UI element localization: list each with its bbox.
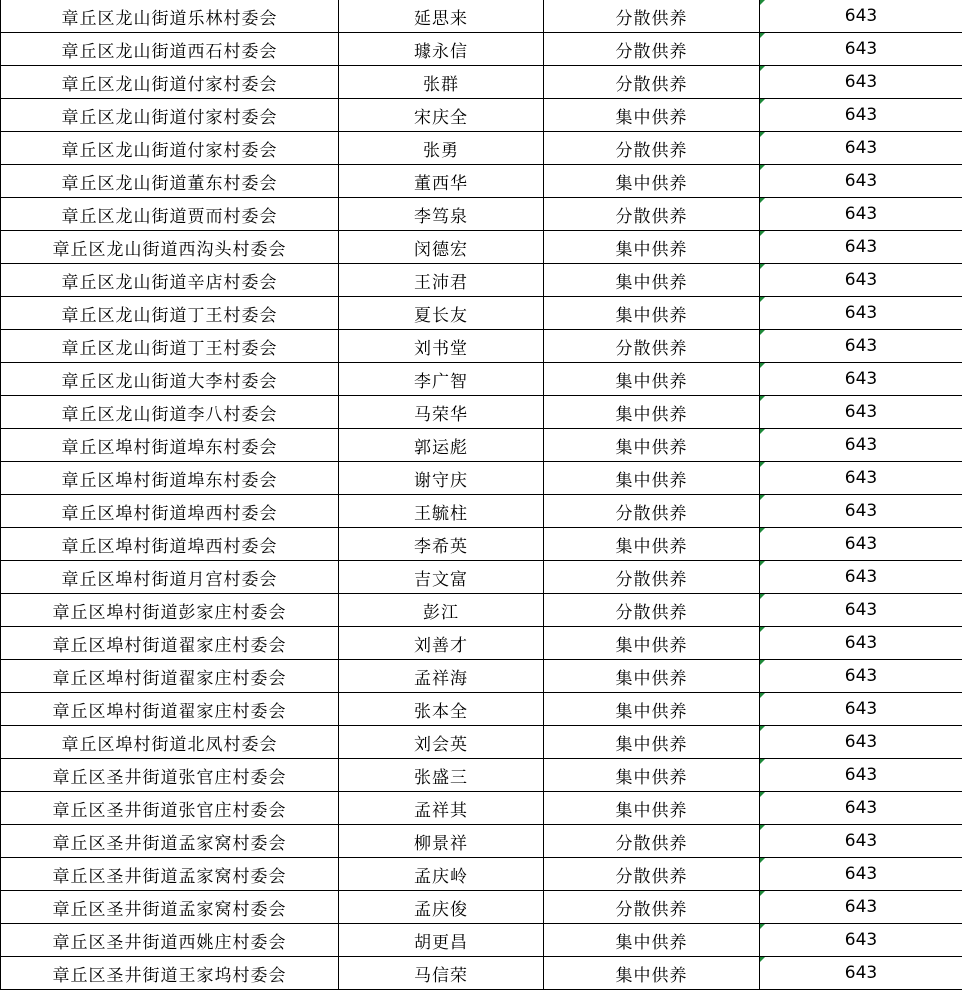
cell-support-type[interactable]: 集中供养 xyxy=(544,165,760,198)
cell-support-type[interactable]: 集中供养 xyxy=(544,429,760,462)
table-row xyxy=(1,891,962,924)
cell-village[interactable]: 章丘区龙山街道付家村委会 xyxy=(1,132,339,165)
table-row xyxy=(1,825,962,858)
cell-amount-value: 643 xyxy=(844,864,878,884)
number-as-text-indicator-icon xyxy=(760,462,765,467)
cell-name[interactable]: 宋庆全 xyxy=(339,99,544,132)
number-as-text-indicator-icon xyxy=(760,363,765,368)
cell-support-type[interactable]: 集中供养 xyxy=(544,264,760,297)
cell-amount[interactable] xyxy=(760,858,962,891)
cell-village[interactable]: 章丘区圣井街道西姚庄村委会 xyxy=(1,924,339,957)
cell-amount-value: 643 xyxy=(844,897,878,917)
cell-amount-value: 643 xyxy=(844,6,878,26)
table-row xyxy=(1,858,962,891)
cell-amount-value: 643 xyxy=(844,765,878,785)
table-row xyxy=(1,66,962,99)
number-as-text-indicator-icon xyxy=(760,561,765,566)
number-as-text-indicator-icon xyxy=(760,594,765,599)
cell-name[interactable]: 孟庆岭 xyxy=(339,858,544,891)
cell-support-type[interactable]: 分散供养 xyxy=(544,198,760,231)
cell-name[interactable]: 王沛君 xyxy=(339,264,544,297)
cell-village[interactable]: 章丘区圣井街道张官庄村委会 xyxy=(1,759,339,792)
number-as-text-indicator-icon xyxy=(760,66,765,71)
cell-name[interactable]: 张群 xyxy=(339,66,544,99)
cell-name[interactable]: 柳景祥 xyxy=(339,825,544,858)
cell-support-type[interactable]: 集中供养 xyxy=(544,297,760,330)
cell-support-type[interactable]: 分散供养 xyxy=(544,561,760,594)
cell-village[interactable]: 章丘区龙山街道付家村委会 xyxy=(1,99,339,132)
cell-amount[interactable] xyxy=(760,132,962,165)
cell-amount-value: 643 xyxy=(844,930,878,950)
cell-amount[interactable] xyxy=(760,33,962,66)
cell-amount[interactable] xyxy=(760,495,962,528)
table-row xyxy=(1,759,962,792)
cell-support-type[interactable]: 集中供养 xyxy=(544,528,760,561)
cell-village[interactable]: 章丘区埠村街道翟家庄村委会 xyxy=(1,660,339,693)
cell-amount-value: 643 xyxy=(844,435,878,455)
cell-amount-value: 643 xyxy=(844,633,878,653)
cell-village[interactable]: 章丘区圣井街道孟家窝村委会 xyxy=(1,858,339,891)
cell-amount-value: 643 xyxy=(844,468,878,488)
cell-support-type[interactable]: 集中供养 xyxy=(544,693,760,726)
cell-name[interactable]: 吉文富 xyxy=(339,561,544,594)
number-as-text-indicator-icon xyxy=(760,792,765,797)
table-row xyxy=(1,99,962,132)
number-as-text-indicator-icon xyxy=(760,495,765,500)
cell-amount-value: 643 xyxy=(844,171,878,191)
number-as-text-indicator-icon xyxy=(760,231,765,236)
cell-amount-value: 643 xyxy=(844,336,878,356)
cell-village[interactable]: 章丘区圣井街道张官庄村委会 xyxy=(1,792,339,825)
cell-name[interactable]: 刘会英 xyxy=(339,726,544,759)
number-as-text-indicator-icon xyxy=(760,726,765,731)
cell-amount-value: 643 xyxy=(844,204,878,224)
cell-support-type[interactable]: 集中供养 xyxy=(544,924,760,957)
table-row xyxy=(1,924,962,957)
cell-name[interactable]: 李希英 xyxy=(339,528,544,561)
cell-amount[interactable] xyxy=(760,165,962,198)
cell-village[interactable]: 章丘区龙山街道丁王村委会 xyxy=(1,297,339,330)
cell-amount[interactable] xyxy=(760,363,962,396)
cell-village[interactable]: 章丘区龙山街道贾而村委会 xyxy=(1,198,339,231)
cell-name[interactable]: 璩永信 xyxy=(339,33,544,66)
cell-amount-value: 643 xyxy=(844,666,878,686)
cell-amount-value: 643 xyxy=(844,798,878,818)
cell-village[interactable]: 章丘区埠村街道翟家庄村委会 xyxy=(1,627,339,660)
cell-support-type[interactable]: 分散供养 xyxy=(544,891,760,924)
table-row xyxy=(1,396,962,429)
number-as-text-indicator-icon xyxy=(760,264,765,269)
cell-amount[interactable] xyxy=(760,660,962,693)
table-row xyxy=(1,627,962,660)
cell-name[interactable]: 孟庆俊 xyxy=(339,891,544,924)
table-row xyxy=(1,660,962,693)
number-as-text-indicator-icon xyxy=(760,297,765,302)
table-row xyxy=(1,726,962,759)
cell-amount-value: 643 xyxy=(844,39,878,59)
cell-support-type[interactable]: 集中供养 xyxy=(544,396,760,429)
number-as-text-indicator-icon xyxy=(760,528,765,533)
number-as-text-indicator-icon xyxy=(760,693,765,698)
number-as-text-indicator-icon xyxy=(760,0,765,5)
cell-village[interactable]: 章丘区埠村街道彭家庄村委会 xyxy=(1,594,339,627)
cell-support-type[interactable]: 分散供养 xyxy=(544,594,760,627)
cell-village[interactable]: 章丘区埠村街道北凤村委会 xyxy=(1,726,339,759)
cell-amount-value: 643 xyxy=(844,237,878,257)
cell-amount-value: 643 xyxy=(844,138,878,158)
cell-village[interactable]: 章丘区龙山街道西沟头村委会 xyxy=(1,231,339,264)
table-row xyxy=(1,429,962,462)
cell-support-type[interactable]: 分散供养 xyxy=(544,0,760,33)
cell-amount-value: 643 xyxy=(844,303,878,323)
table-row xyxy=(1,528,962,561)
cell-amount[interactable] xyxy=(760,924,962,957)
cell-amount-value: 643 xyxy=(844,402,878,422)
number-as-text-indicator-icon xyxy=(760,165,765,170)
cell-amount-value: 643 xyxy=(844,501,878,521)
cell-support-type[interactable]: 集中供养 xyxy=(544,99,760,132)
cell-name[interactable]: 胡更昌 xyxy=(339,924,544,957)
cell-amount[interactable] xyxy=(760,396,962,429)
cell-village[interactable]: 章丘区龙山街道乐林村委会 xyxy=(1,0,339,33)
cell-name[interactable]: 夏长友 xyxy=(339,297,544,330)
cell-name[interactable]: 孟祥海 xyxy=(339,660,544,693)
cell-amount[interactable] xyxy=(760,792,962,825)
cell-amount[interactable] xyxy=(760,528,962,561)
cell-amount[interactable] xyxy=(760,957,962,990)
table-row xyxy=(1,957,962,990)
cell-amount[interactable] xyxy=(760,429,962,462)
cell-support-type[interactable]: 集中供养 xyxy=(544,759,760,792)
cell-name[interactable]: 王毓柱 xyxy=(339,495,544,528)
cell-name[interactable]: 延思来 xyxy=(339,0,544,33)
cell-amount[interactable] xyxy=(760,297,962,330)
cell-name[interactable]: 谢守庆 xyxy=(339,462,544,495)
cell-amount[interactable] xyxy=(760,825,962,858)
cell-amount[interactable] xyxy=(760,594,962,627)
cell-village[interactable]: 章丘区龙山街道董东村委会 xyxy=(1,165,339,198)
number-as-text-indicator-icon xyxy=(760,660,765,665)
cell-name[interactable]: 张勇 xyxy=(339,132,544,165)
number-as-text-indicator-icon xyxy=(760,429,765,434)
cell-support-type[interactable]: 集中供养 xyxy=(544,726,760,759)
cell-name[interactable]: 闵德宏 xyxy=(339,231,544,264)
cell-amount[interactable] xyxy=(760,891,962,924)
cell-village[interactable]: 章丘区圣井街道孟家窝村委会 xyxy=(1,825,339,858)
cell-support-type[interactable]: 集中供养 xyxy=(544,957,760,990)
cell-support-type[interactable]: 分散供养 xyxy=(544,495,760,528)
cell-village[interactable]: 章丘区龙山街道丁王村委会 xyxy=(1,330,339,363)
cell-amount-value: 643 xyxy=(844,732,878,752)
cell-village[interactable]: 章丘区圣井街道王家坞村委会 xyxy=(1,957,339,990)
number-as-text-indicator-icon xyxy=(760,132,765,137)
cell-village[interactable]: 章丘区埠村街道埠东村委会 xyxy=(1,429,339,462)
cell-support-type[interactable]: 分散供养 xyxy=(544,825,760,858)
cell-amount[interactable] xyxy=(760,99,962,132)
cell-village[interactable]: 章丘区埠村街道埠西村委会 xyxy=(1,528,339,561)
cell-support-type[interactable]: 集中供养 xyxy=(544,462,760,495)
cell-support-type[interactable]: 分散供养 xyxy=(544,858,760,891)
cell-village[interactable]: 章丘区龙山街道付家村委会 xyxy=(1,66,339,99)
cell-name[interactable]: 董西华 xyxy=(339,165,544,198)
cell-amount-value: 643 xyxy=(844,567,878,587)
cell-name[interactable]: 刘善才 xyxy=(339,627,544,660)
cell-support-type[interactable]: 分散供养 xyxy=(544,330,760,363)
cell-name[interactable]: 马荣华 xyxy=(339,396,544,429)
cell-amount-value: 643 xyxy=(844,270,878,290)
number-as-text-indicator-icon xyxy=(760,627,765,632)
number-as-text-indicator-icon xyxy=(760,330,765,335)
table-row xyxy=(1,0,962,33)
cell-name[interactable]: 张本全 xyxy=(339,693,544,726)
table-row xyxy=(1,132,962,165)
cell-name[interactable]: 彭江 xyxy=(339,594,544,627)
cell-village[interactable]: 章丘区埠村街道翟家庄村委会 xyxy=(1,693,339,726)
table-row xyxy=(1,561,962,594)
table-row xyxy=(1,495,962,528)
cell-amount-value: 643 xyxy=(844,831,878,851)
cell-support-type[interactable]: 分散供养 xyxy=(544,132,760,165)
cell-amount[interactable] xyxy=(760,726,962,759)
cell-amount-value: 643 xyxy=(844,534,878,554)
cell-support-type[interactable]: 集中供养 xyxy=(544,231,760,264)
cell-name[interactable]: 张盛三 xyxy=(339,759,544,792)
cell-village[interactable]: 章丘区埠村街道月宫村委会 xyxy=(1,561,339,594)
cell-name[interactable]: 孟祥其 xyxy=(339,792,544,825)
cell-support-type[interactable]: 分散供养 xyxy=(544,66,760,99)
cell-amount[interactable] xyxy=(760,462,962,495)
table-row xyxy=(1,231,962,264)
table-row xyxy=(1,363,962,396)
cell-support-type[interactable]: 集中供养 xyxy=(544,363,760,396)
cell-amount[interactable] xyxy=(760,330,962,363)
cell-village[interactable]: 章丘区龙山街道西石村委会 xyxy=(1,33,339,66)
cell-amount[interactable] xyxy=(760,693,962,726)
table-row xyxy=(1,462,962,495)
cell-name[interactable]: 李笃泉 xyxy=(339,198,544,231)
cell-amount[interactable] xyxy=(760,264,962,297)
number-as-text-indicator-icon xyxy=(760,759,765,764)
number-as-text-indicator-icon xyxy=(760,924,765,929)
cell-support-type[interactable]: 集中供养 xyxy=(544,792,760,825)
cell-support-type[interactable]: 分散供养 xyxy=(544,33,760,66)
spreadsheet-body xyxy=(1,0,962,990)
number-as-text-indicator-icon xyxy=(760,825,765,830)
cell-village[interactable]: 章丘区圣井街道孟家窝村委会 xyxy=(1,891,339,924)
table-row xyxy=(1,792,962,825)
table-row xyxy=(1,330,962,363)
cell-village[interactable]: 章丘区埠村街道埠东村委会 xyxy=(1,462,339,495)
cell-name[interactable]: 李广智 xyxy=(339,363,544,396)
number-as-text-indicator-icon xyxy=(760,858,765,863)
cell-village[interactable]: 章丘区龙山街道李八村委会 xyxy=(1,396,339,429)
cell-village[interactable]: 章丘区龙山街道辛店村委会 xyxy=(1,264,339,297)
cell-amount[interactable] xyxy=(760,759,962,792)
cell-village[interactable]: 章丘区埠村街道埠西村委会 xyxy=(1,495,339,528)
cell-support-type[interactable]: 集中供养 xyxy=(544,627,760,660)
cell-amount-value: 643 xyxy=(844,369,878,389)
cell-amount[interactable] xyxy=(760,0,962,33)
cell-amount[interactable] xyxy=(760,66,962,99)
table-row xyxy=(1,264,962,297)
cell-amount[interactable] xyxy=(760,231,962,264)
number-as-text-indicator-icon xyxy=(760,957,765,962)
cell-amount-value: 643 xyxy=(844,963,878,983)
table-row xyxy=(1,33,962,66)
table-row xyxy=(1,165,962,198)
cell-name[interactable]: 郭运彪 xyxy=(339,429,544,462)
cell-village[interactable]: 章丘区龙山街道大李村委会 xyxy=(1,363,339,396)
cell-support-type[interactable]: 集中供养 xyxy=(544,660,760,693)
cell-name[interactable]: 刘书堂 xyxy=(339,330,544,363)
table-row xyxy=(1,297,962,330)
table-row xyxy=(1,198,962,231)
cell-amount[interactable] xyxy=(760,627,962,660)
number-as-text-indicator-icon xyxy=(760,891,765,896)
number-as-text-indicator-icon xyxy=(760,33,765,38)
cell-amount-value: 643 xyxy=(844,600,878,620)
table-row xyxy=(1,594,962,627)
number-as-text-indicator-icon xyxy=(760,396,765,401)
cell-name[interactable]: 马信荣 xyxy=(339,957,544,990)
cell-amount-value: 643 xyxy=(844,105,878,125)
cell-amount[interactable] xyxy=(760,198,962,231)
cell-amount-value: 643 xyxy=(844,72,878,92)
number-as-text-indicator-icon xyxy=(760,99,765,104)
cell-amount-value: 643 xyxy=(844,699,878,719)
number-as-text-indicator-icon xyxy=(760,198,765,203)
cell-amount[interactable] xyxy=(760,561,962,594)
table-row xyxy=(1,693,962,726)
